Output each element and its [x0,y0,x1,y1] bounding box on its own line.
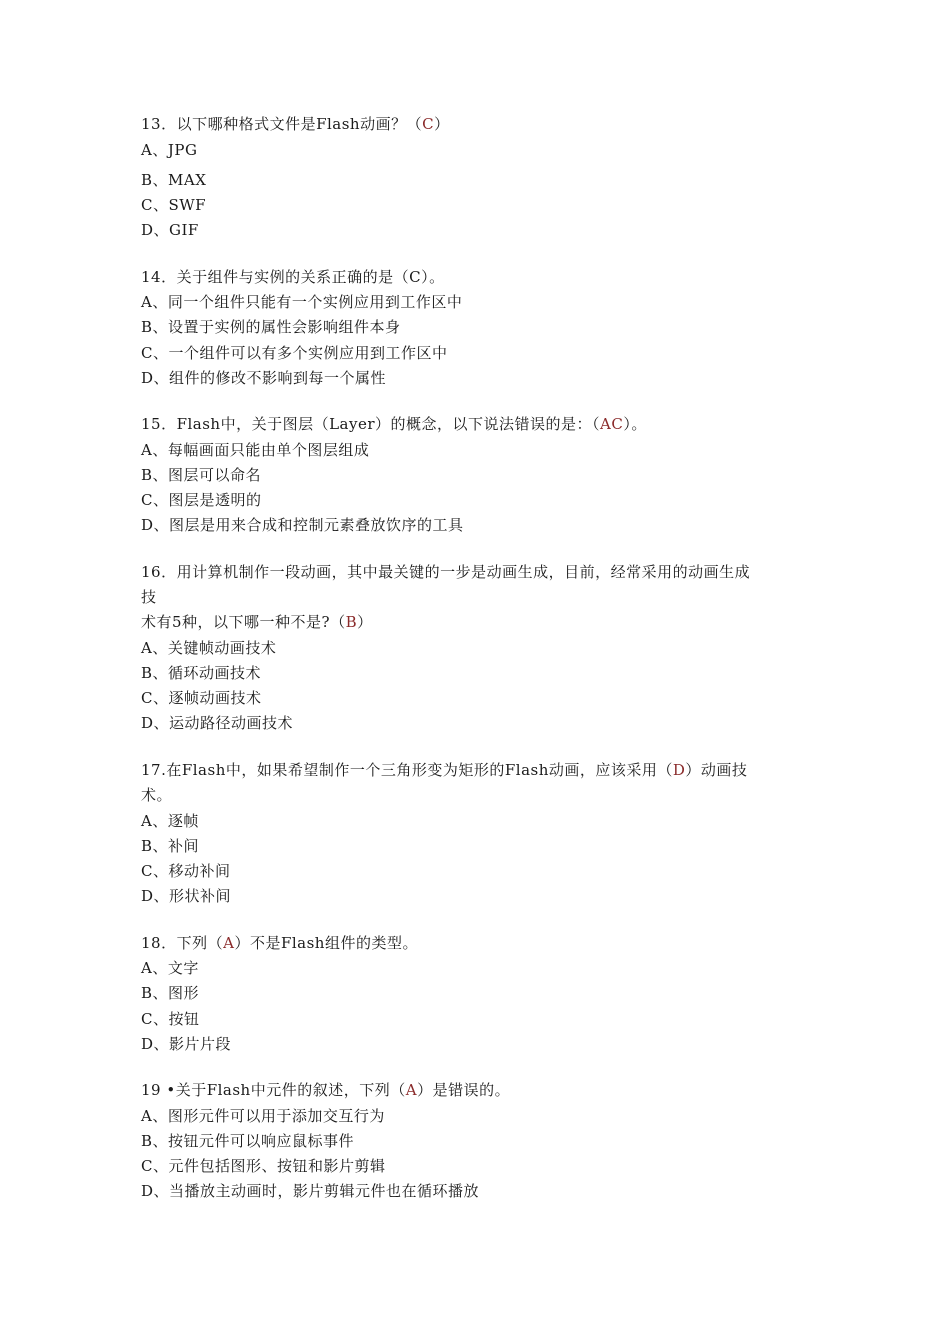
stem-text: 16．用计算机制作一段动画，其中最关键的一步是动画生成，目前，经常采用的动画生成 [141,563,751,581]
stem-text: ）。 [623,415,647,433]
question-stem-continued [141,587,157,607]
stem-text: ） [357,613,373,631]
answer-option: B、按钮元件可以响应鼠标事件 [141,1132,355,1150]
stem-text: ）不是Flash组件的类型。 [234,934,418,952]
answer-option: A、逐帧 [141,812,199,830]
answer-key: C [422,115,435,133]
answer-option: B、循环动画技术 [141,664,262,682]
answer-key: A [405,1081,418,1099]
answer-option: C、元件包括图形、按钮和影片剪辑 [141,1157,386,1175]
answer-option: A、每幅画面只能由单个图层组成 [141,441,370,459]
answer-option: D、组件的修改不影响到每一个属性 [141,369,387,387]
stem-text: 18．下列（ [141,934,224,952]
stem-text: ）动画技 [685,761,748,779]
answer-option: D、运动路径动画技术 [141,714,294,732]
answer-option: A、JPG [141,141,198,159]
question-stem-continued [141,612,373,632]
answer-option: D、GIF [141,221,199,239]
question-stem [141,267,445,287]
stem-text: 14．关于组件与实例的关系正确的是（C）。 [141,268,445,286]
answer-key: D [672,761,686,779]
answer-option: C、逐帧动画技术 [141,689,262,707]
answer-key: B [345,613,358,631]
question-stem [141,933,418,953]
stem-text: 13．以下哪种格式文件是Flash动画？（ [141,115,423,133]
answer-option: A、关键帧动画技术 [141,639,277,657]
answer-key: A [223,934,235,952]
answer-option: B、MAX [141,171,207,189]
answer-option: C、移动补间 [141,862,231,880]
answer-option: D、形状补间 [141,887,232,905]
question-stem [141,414,647,434]
question-stem [141,1080,510,1100]
question-stem [141,760,747,780]
answer-key: AC [600,415,624,433]
answer-option: B、设置于实例的属性会影响组件本身 [141,318,401,336]
answer-option: A、文字 [141,959,199,977]
stem-text: 19 •关于Flash中元件的叙述，下列（ [141,1081,406,1099]
stem-text: 17.在Flash中，如果希望制作一个三角形变为矩形的Flash动画，应该采用（ [141,761,673,779]
answer-option: B、补间 [141,837,200,855]
answer-option: C、图层是透明的 [141,491,262,509]
stem-text: 15．Flash中，关于图层（Layer）的概念，以下说法错误的是：（ [141,415,601,433]
stem-text: 技 [141,588,157,606]
answer-option: C、按钮 [141,1010,200,1028]
stem-text: 术有5种，以下哪一种不是?（ [141,613,346,631]
answer-option: D、影片片段 [141,1035,232,1053]
question-stem-continued [141,785,172,805]
answer-option: C、SWF [141,196,207,214]
answer-option: A、同一个组件只能有一个实例应用到工作区中 [141,293,463,311]
answer-option: A、图形元件可以用于添加交互行为 [141,1107,385,1125]
stem-text: ）是错误的。 [417,1081,511,1099]
answer-option: D、图层是用来合成和控制元素叠放饮序的工具 [141,516,464,534]
answer-option: C、一个组件可以有多个实例应用到工作区中 [141,344,448,362]
answer-option: D、当播放主动画时，影片剪辑元件也在循环播放 [141,1182,480,1200]
question-stem [141,562,750,582]
answer-option: B、图层可以命名 [141,466,262,484]
answer-option: B、图形 [141,984,200,1002]
question-stem [141,114,450,134]
stem-text: ） [434,115,450,133]
stem-text: 术。 [141,786,173,804]
